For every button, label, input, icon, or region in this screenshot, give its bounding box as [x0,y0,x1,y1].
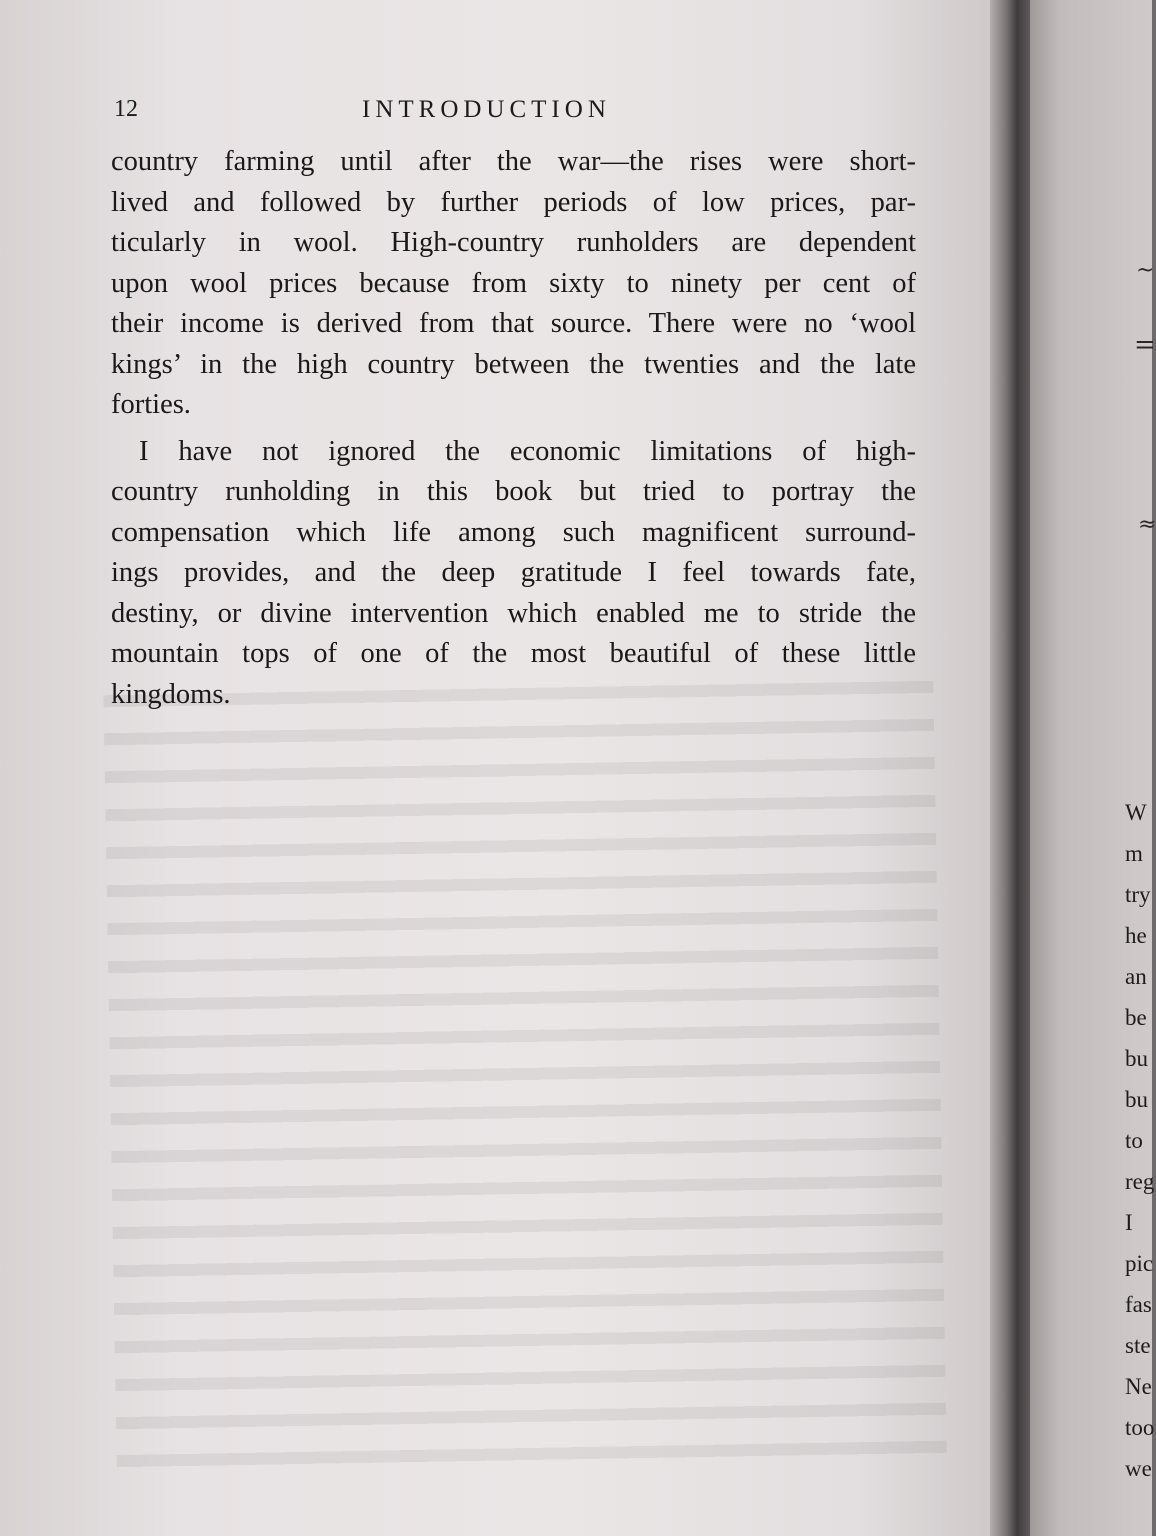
facing-line: we [1125,1456,1152,1481]
text-line: compensation which life among such magnificent surround- [111,516,916,548]
text-line: destiny, or divine intervention which enabled me to stride the [111,597,916,629]
text-line: forties. [111,389,191,420]
illustration-mark: ~ [1136,258,1155,283]
facing-line: I [1125,1210,1133,1235]
facing-line: be [1125,1005,1147,1030]
facing-line: pic [1125,1251,1154,1276]
facing-line: an [1125,964,1147,989]
facing-line: ste [1125,1333,1151,1358]
facing-page [1030,0,1156,1536]
facing-line: Ne [1125,1374,1152,1399]
facing-line: W [1125,800,1147,825]
text-line: kings’ in the high country between the twenties and the late [111,348,916,380]
text-line: kingdoms. [111,678,231,710]
text-line: lived and followed by further periods of low prices, par- [111,186,916,218]
text-line: their income is derived from that source. There were no ‘wool [111,308,916,339]
facing-line: try [1125,882,1151,907]
text-line: country runholding in this book but tried to portray the [111,476,916,507]
paragraph-1 [111,142,916,426]
facing-line: too [1125,1415,1155,1440]
text-line: I have not ignored the economic limitations of high- [139,435,916,467]
text-line: mountain tops of one of the most beautiful of these little [111,638,916,669]
body-text [111,142,916,715]
facing-page-text [1125,792,1154,1489]
text-line: upon wool prices because from sixty to ninety per cent of [111,267,916,299]
illustration-mark: ≈ [1138,512,1156,537]
text-line: ticularly in wool. High-country runholders are dependent [111,227,916,258]
text-line: country farming until after the war—the rises were short- [111,146,916,177]
paragraph-2 [111,432,916,716]
text-line: ings provides, and the deep gratitude I feel towards fate, [111,557,916,588]
page-number: 12 [114,96,138,122]
facing-line: he [1125,923,1147,948]
running-head: INTRODUCTION [362,96,611,123]
illustration-mark: = [1134,330,1156,360]
facing-line: bu [1125,1046,1148,1071]
facing-line: bu [1125,1087,1148,1112]
book-gutter [990,0,1035,1536]
facing-line: fas [1125,1292,1152,1317]
facing-line: to [1125,1128,1143,1153]
facing-line: m [1125,841,1143,866]
show-through-text [103,663,947,1477]
facing-line: reg [1125,1169,1155,1194]
